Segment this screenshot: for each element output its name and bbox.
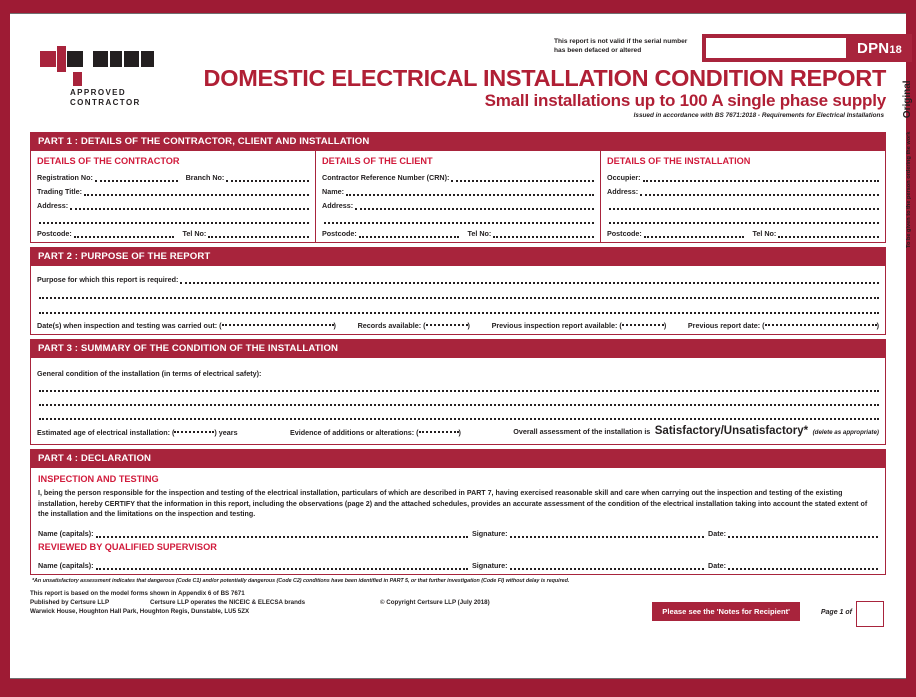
- part-2-bar: PART 2 : PURPOSE OF THE REPORT: [30, 247, 886, 266]
- footer-model-forms-line: This report is based on the model forms shown in Appendix 6 of BS 7671: [30, 589, 245, 597]
- part-4-body: [30, 468, 886, 575]
- logo-approved-text: APPROVED: [70, 88, 127, 97]
- records-available-field[interactable]: Records available: ( ): [358, 317, 470, 330]
- report-sheet: [30, 32, 913, 662]
- serial-validity-note: This report is not valid if the serial number has been defaced or altered: [554, 38, 688, 54]
- installation-details-column: [601, 151, 885, 242]
- contractor-address-input-2[interactable]: [39, 214, 309, 224]
- installation-address-input-3[interactable]: [609, 214, 879, 224]
- strip-small-text: To be given to the person ordering the work: [906, 131, 912, 248]
- part-1-bar: PART 1 : DETAILS OF THE CONTRACTOR, CLIENT AND INSTALLATION: [30, 132, 886, 151]
- installation-address-input-2[interactable]: [609, 200, 879, 210]
- supervisor-name-field[interactable]: [38, 560, 468, 570]
- general-condition-label-row: [31, 362, 885, 378]
- previous-report-available-input[interactable]: [622, 317, 664, 326]
- contractor-registration-row[interactable]: [31, 168, 315, 182]
- general-condition-label: General condition of the installation (in terms of electrical safety):: [37, 369, 262, 378]
- general-condition-row-3[interactable]: [31, 406, 885, 420]
- footer-brands-line: Certsure LLP operates the NICEIC & ELECSA brands: [150, 598, 306, 606]
- previous-report-available-field[interactable]: Previous inspection report available: ( ): [492, 317, 667, 330]
- client-tel-label: Tel No:: [467, 229, 492, 238]
- supervisor-signature-label: Signature:: [472, 560, 508, 570]
- installation-address-row-3[interactable]: [601, 210, 885, 224]
- notes-for-recipient-button[interactable]: Please see the 'Notes for Recipient': [652, 602, 800, 621]
- client-name-input[interactable]: [346, 186, 594, 196]
- part-2-dates-row: [31, 314, 885, 330]
- contractor-postcode-label: Postcode:: [37, 229, 72, 238]
- contractor-postcode-input[interactable]: [74, 228, 175, 238]
- purpose-row-3[interactable]: [31, 299, 885, 314]
- estimated-age-field[interactable]: Estimated age of electrical installation: ( ) years: [37, 424, 238, 437]
- installation-tel-input[interactable]: [778, 228, 879, 238]
- registration-no-input[interactable]: [95, 172, 178, 182]
- purpose-input-2[interactable]: [39, 289, 879, 299]
- client-address-label: Address:: [322, 201, 354, 210]
- trading-title-input[interactable]: [84, 186, 309, 196]
- estimated-age-input[interactable]: [174, 424, 214, 433]
- footer-published-by: Published by Certsure LLP: [30, 598, 110, 606]
- inspector-date-field[interactable]: [708, 528, 878, 538]
- client-postcode-label: Postcode:: [322, 229, 357, 238]
- inspector-date-input[interactable]: [728, 528, 878, 538]
- installation-postcode-row[interactable]: [601, 224, 885, 238]
- inspector-signature-row: [31, 523, 885, 538]
- occupier-label: Occupier:: [607, 173, 641, 182]
- installation-heading: DETAILS OF THE INSTALLATION: [607, 156, 751, 166]
- general-condition-input-2[interactable]: [39, 396, 879, 406]
- general-condition-input-3[interactable]: [39, 410, 879, 420]
- part-4-section: [30, 449, 886, 584]
- report-page: [10, 13, 913, 679]
- crn-input[interactable]: [451, 172, 594, 182]
- supervisor-name-input[interactable]: [96, 560, 468, 570]
- purpose-row-1[interactable]: [31, 269, 885, 284]
- records-available-input[interactable]: [426, 317, 468, 326]
- inspector-date-label: Date:: [708, 528, 726, 538]
- purpose-row-2[interactable]: [31, 284, 885, 299]
- client-postcode-row[interactable]: [316, 224, 600, 238]
- part-3-body: [30, 358, 886, 445]
- overall-assessment-field[interactable]: [513, 421, 879, 439]
- overall-assessment-note: (delete as appropriate): [812, 429, 879, 436]
- inspection-testing-heading: INSPECTION AND TESTING: [38, 474, 159, 484]
- footer-copyright: © Copyright Certsure LLP (July 2018): [380, 598, 490, 606]
- client-address-input-1[interactable]: [355, 200, 594, 210]
- installation-address-label: Address:: [607, 187, 639, 196]
- inspector-name-input[interactable]: [96, 528, 468, 538]
- contractor-tel-label: Tel No:: [182, 229, 207, 238]
- previous-report-available-label: Previous inspection report available:: [491, 321, 618, 330]
- supervisor-signature-row: [31, 555, 885, 570]
- declaration-text: I, being the person responsible for the inspection and testing of the electrical installation, particulars of which are described in PART 7, having exercised reasonable skill and care when carrying out the inspection and testing of the existing installation, hereby CERTIFY that the information in this report, including the observations (page 2) and the attached schedules, provides an accurate assessment of the condition of the electrical installation taking into account the stated extent of the installation and the limitations on the inspection and testing.: [38, 489, 868, 518]
- contractor-address-label: Address:: [37, 201, 69, 210]
- part-1-section: [30, 132, 886, 243]
- supervisor-date-field[interactable]: [708, 560, 878, 570]
- contractor-trading-title-row[interactable]: [31, 182, 315, 196]
- contractor-address-row-1[interactable]: [31, 196, 315, 210]
- client-crn-row[interactable]: [316, 168, 600, 182]
- part-1-body: [30, 151, 886, 243]
- general-condition-row-1[interactable]: [31, 378, 885, 392]
- occupier-input[interactable]: [643, 172, 879, 182]
- branch-no-label: Branch No:: [185, 173, 225, 182]
- page-subtitle: Small installations up to 100 A single phase supply: [484, 91, 886, 110]
- client-name-row[interactable]: [316, 182, 600, 196]
- installation-postcode-label: Postcode:: [607, 229, 642, 238]
- registration-no-label: Registration No:: [37, 173, 93, 182]
- part-4-bar: PART 4 : DECLARATION: [30, 449, 886, 468]
- overall-assessment-label: Overall assessment of the installation is: [513, 427, 651, 436]
- original-copy-strip: [886, 62, 913, 252]
- inspection-dates-label: Date(s) when inspection and testing was carried out:: [37, 321, 218, 330]
- trading-title-label: Trading Title:: [37, 187, 82, 196]
- inspector-name-label: Name (capitals):: [38, 528, 94, 538]
- installation-address-row-2[interactable]: [601, 196, 885, 210]
- installation-postcode-input[interactable]: [644, 228, 745, 238]
- contractor-tel-input[interactable]: [208, 228, 309, 238]
- supervisor-name-label: Name (capitals):: [38, 560, 94, 570]
- evidence-additions-label: Evidence of additions or alterations:: [289, 427, 415, 437]
- purpose-label: Purpose for which this report is required:: [37, 275, 179, 284]
- unsatisfactory-footnote: *An unsatisfactory assessment indicates that dangerous (Code C1) and/or potentially dangerous (Code C2) conditions have been identified in PART 5, or that further investigation (Code FI) without delay is required.: [32, 577, 570, 584]
- purpose-input-3[interactable]: [39, 304, 879, 314]
- supervisor-signature-field[interactable]: [472, 560, 704, 570]
- client-address-row-1[interactable]: [316, 196, 600, 210]
- previous-report-date-field[interactable]: Previous report date: ( ): [688, 317, 879, 330]
- occupier-row[interactable]: [601, 168, 885, 182]
- serial-number-input[interactable]: [705, 37, 847, 59]
- page-number-label: Page 1 of: [820, 608, 852, 616]
- contractor-details-column: [31, 151, 315, 242]
- estimated-age-unit: years: [218, 427, 238, 437]
- installation-address-row-1[interactable]: [601, 182, 885, 196]
- logo-contractor-text: CONTRACTOR: [70, 98, 141, 107]
- reviewed-by-heading: REVIEWED BY QUALIFIED SUPERVISOR: [38, 541, 217, 552]
- inspector-signature-input[interactable]: [510, 528, 704, 538]
- contractor-address-row-2[interactable]: [31, 210, 315, 224]
- purpose-input-1[interactable]: [180, 274, 879, 284]
- installation-tel-label: Tel No:: [752, 229, 777, 238]
- part-3-summary-row: [31, 420, 885, 440]
- document-footer: [30, 589, 886, 637]
- part-2-body: [30, 266, 886, 335]
- client-name-label: Name:: [322, 187, 344, 196]
- evidence-additions-input[interactable]: [419, 424, 459, 433]
- client-heading: DETAILS OF THE CLIENT: [322, 156, 433, 166]
- supervisor-date-label: Date:: [708, 560, 726, 570]
- client-address-input-2[interactable]: [324, 214, 594, 224]
- client-details-column: [315, 151, 601, 242]
- installation-address-input-1[interactable]: [640, 186, 879, 196]
- inspector-name-field[interactable]: [38, 528, 468, 538]
- supervisor-signature-input[interactable]: [510, 560, 704, 570]
- contractor-address-input-1[interactable]: [70, 200, 309, 210]
- contractor-postcode-row[interactable]: [31, 224, 315, 238]
- records-available-label: Records available:: [357, 321, 422, 330]
- inspection-dates-input[interactable]: [222, 317, 334, 326]
- form-code-label: DPN18: [857, 39, 902, 57]
- issued-standard-note: Issued in accordance with BS 7671:2018 - Requirements for Electrical Installations: [633, 112, 884, 119]
- general-condition-row-2[interactable]: [31, 392, 885, 406]
- page-title: DOMESTIC ELECTRICAL INSTALLATION CONDITION REPORT: [203, 65, 886, 91]
- page-total-input[interactable]: [856, 601, 884, 627]
- client-address-row-2[interactable]: [316, 210, 600, 224]
- branch-no-input[interactable]: [226, 172, 309, 182]
- strip-original-text: Original: [902, 80, 913, 119]
- inspector-signature-label: Signature:: [472, 528, 508, 538]
- part-3-section: [30, 339, 886, 445]
- contractor-heading: DETAILS OF THE CONTRACTOR: [37, 156, 180, 166]
- footer-address-line: Warwick House, Houghton Hall Park, Houghton Regis, Dunstable, LU5 5ZX: [30, 607, 250, 615]
- estimated-age-label: Estimated age of electrical installation:: [37, 427, 171, 437]
- serial-number-block: [702, 34, 912, 62]
- part-3-bar: PART 3 : SUMMARY OF THE CONDITION OF THE INSTALLATION: [30, 339, 886, 358]
- inspection-dates-field[interactable]: Date(s) when inspection and testing was carried out: ( ): [37, 317, 336, 330]
- evidence-additions-field[interactable]: Evidence of additions or alterations: ( ): [290, 424, 461, 437]
- part-2-section: [30, 247, 886, 335]
- client-postcode-input[interactable]: [359, 228, 460, 238]
- general-condition-input-1[interactable]: [39, 382, 879, 392]
- previous-report-date-input[interactable]: [765, 317, 877, 326]
- crn-label: Contractor Reference Number (CRN):: [322, 173, 450, 182]
- previous-report-date-label: Previous report date:: [687, 321, 761, 330]
- overall-assessment-value[interactable]: Satisfactory/Unsatisfactory*: [654, 425, 809, 437]
- inspector-signature-field[interactable]: [472, 528, 704, 538]
- supervisor-date-input[interactable]: [728, 560, 878, 570]
- client-tel-input[interactable]: [493, 228, 594, 238]
